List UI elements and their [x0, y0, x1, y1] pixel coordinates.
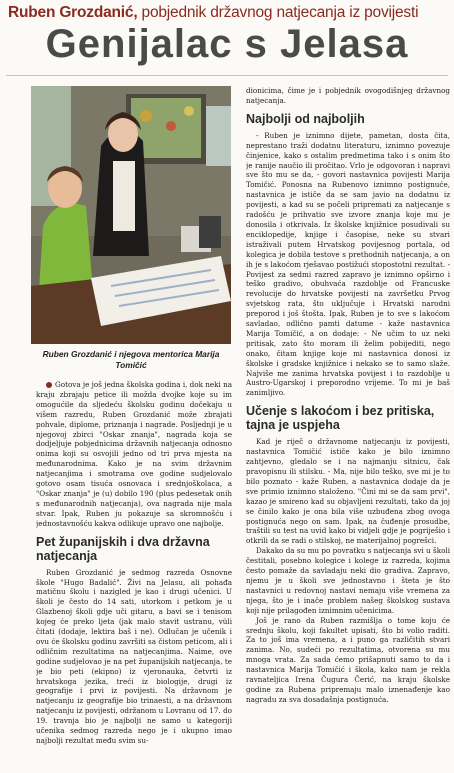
subhead-najbolji: Najbolji od najboljih	[246, 111, 365, 126]
subhead-natjecanja: Pet županijskih i dva državna natjecanja	[36, 534, 210, 563]
kicker-text: pobjednik državnog natjecanja iz povijesti	[137, 4, 419, 21]
kicker-line	[8, 4, 448, 22]
body-paragraph: Ruben Grozdanić je sedmog razreda Osnovne škole "Hugo Badalić". Živi na Jelasu, ali pohađa matičnu školu i nazigled je kao i drugi učenici. U školi je često do 14 sati, utorkom i petkom je u Glazbenoj školi gdje uči gitaru, a bavi se i tenisom kojeg će preko ljeta (jak malo stavit ustranu, vüli čitati (dodaje, lektira baš i ne). Odlučan je učenik i ovu će školsku godinu završiti sa čistom peticom, ali i odličnim rezultatima na natjecanjima. Naime, ove godine sudjelovao je na pet županijskih natjecanja, te je bio peti (ekipno) iz vjeronauka, četvrti iz hrvatskoga jezika, treći iz biologije, drugi iz geografije i prvi iz povijesti. Na državnom je natjecanju iz geografije bio trinaesti, a na državnom natjecanju iz povijesti, održanom u Lovranu od 17. do 19. travnja bio je najbolji ne samo u kategoriji učenika sedmog razreda nego je i ukupno imao najbolji rezultat među svim su-	[36, 567, 232, 745]
article-headline: Genijalac s Jelasa	[45, 22, 409, 66]
body-paragraph: - Ruben je iznimno dijete, pametan, dosta čita, neprestano traži dodatnu literaturu, iznimno povezuje činjenice, kako s ostalim predmetima tako i s onim što je ranije naučio ili pročitao. Vrlo je odgovoran i napravi sve što mu se da, - govori nastavnica povijesti Marija Tomičić. Ponosna na Rubenovo iznimno postignuće, nastavnica je ističe da se sam javio na dodatnu iz povijesti, a kad su se počeli pripremati za natjecanje s radošću je prihvatio sve izvore znanja koje mu je donosila i otkrivala. Iz školske knjižnice posudivali su enciklopedije, knjige i časopise, neke su stvari istraživali putem Hrvatskog povijesnog portala, od kolegica je dobila testove s prethodnih natjecanja, a on ih je s lakoćom rješavao postižući stopostotni rezultat. - Povijest za sedmi razred zapravo je iznimno opširno i teško gradivo, obuhvaća razdoblje od Francuske revolucije do hrvatske povijesti na završetku Prvog svjetskog rata, što uključuje i Hrvatski narodni preporod i još štošta. Ipak, Ruben je to sve s lakoćom savladao, odlično pamti datume - kaže nastavnica Marija Tomičić, a on dodaje: - Ne učim to uz neki pritisak, zato što moram ili želim pobijediti, nego onako, čitam knjige koje mi nastavnica donosi iz školske i gradske knjižnice i nekako se to samo slaže. Najviše me zanima hrvatska povijest i to razdoblje u Austro-Ugarskoj i preporodno vrijeme. To mi je baš zanimljivo.	[246, 130, 450, 398]
carry-paragraph: dionicima, čime je i pobjednik ovogodišnjeg državnog natjecanja.	[246, 86, 450, 105]
photo-caption: Ruben Grozdanić i njegova mentorica Marija Tomičić	[42, 349, 220, 370]
intro-paragraph: Gotova je još jedna školska godina i, dok neki na kraju zbrajaju petice ili možda dvojke koje su im omogućile da sljedeću školsku godinu dočekaju u višem razredu, Ruben Grozdanić može zbrajati pohvale, diplome, priznanja i nagrade. Posljednji je u njegovoj zbirci "Oskar znanja", nagrada koja se dodjeljuje pobjednicima državnih natjecanja odnosno onima koji su osvojili jedno od tri prva mjesta na međunarodnima. Kako je na svim državnim natjecanjima i smotrama ove godine sudjelovalo gotovo osam tisuća osnovaca i srednjoškolaca, a "Oskar znanja" je (u) dobilo 190 (plus pedesetak onih s međunarodnih natjecanja), ova nagrada nije mala stvar. Ipak, Ruben ju pokazuje sa skromnošću i jednostavnošću kakva odlikuje upravo one najbolje.	[36, 380, 232, 528]
kicker-name: Ruben Grozdanić,	[8, 4, 138, 21]
left-column	[36, 380, 232, 773]
headline-divider	[6, 75, 448, 76]
subhead-ucenje: Učenje s lakoćom i bez pritiska, tajna je uspjeha	[246, 404, 435, 433]
body-paragraph: Još je rano da Ruben razmišlja o tome koju će srednju školu, koji fakultet upisati, što bi volio raditi. Za to još ima vremena, a i puno ga različitih stvari zanima. No, sudeći po rezultatima, otvorena su mu mnoga vrata. Za sada ćemo prišapnuti samo to da i nastavnica Marija Tomičić i škola, kako nam je rekla ravnateljica Irena Čugura Čerić, na kraju školske godine za Rubena pripremaju malo iznenađenje kao nagradu za sva dosadašnja postignuća.	[246, 615, 450, 704]
body-paragraph: Dakako da su mu po povratku s natjecanja svi u školi čestitali, posebno kolegice i kolege iz razreda, kojima često pomaže da savladaju neki dio gradiva. Zapravo, njemu je u školi sve jednostavno i šteta je što nastavnici u redovnoj nastavi nemaju više vremena za njega, što je i inače problem našeg školskog sustava koji nije prilagođen iznimnim učenicima.	[246, 546, 450, 615]
article-photo	[31, 86, 231, 344]
bullet-icon	[46, 382, 52, 388]
body-paragraph: Kad je riječ o državnome natjecanju iz povijesti, nastavnica Tomičić ističe kako je bilo iznimno zahtjevno, gledalo se i na najmanju sitnicu, čak pravopisnu ili stilsku. - Ma, nije bilo teško, sve mi je to bilo poznato - kaže Ruben, a nastavnica dodaje da je sve primio iznimno staloženo. "Čini mi se da sam prvi", kazao je smireno kad su objavljeni rezultati, tako da joj se činilo kako je ona bila više uzbuđena zbog ovoga postignuća nego on sam. Ipak, na čuđenje prosudbe, traštili su test na uvid kako bi vidjeli gdje je pogriješio i otkrili da se radi o stilskoj, ne materijalnoj pogrešci.	[246, 437, 450, 546]
right-column	[246, 86, 450, 773]
